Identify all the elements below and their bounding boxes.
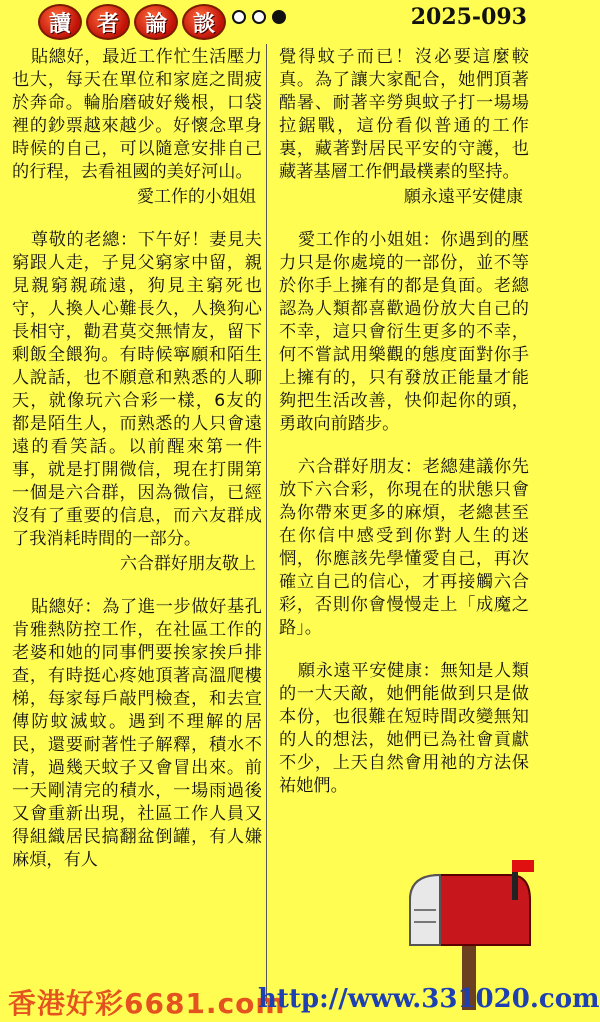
column-divider [266, 44, 267, 1004]
title-badge: 論 [134, 4, 178, 40]
editor-reply: 願永遠平安健康：無知是人類的一大天敵，她們能做到只是做本份，也很難在短時間改變無知的人的想法，她們已為社會貢獻不少，上天自然會用祂的方法保祐她們。 [279, 661, 529, 796]
site-url-link[interactable]: http://www.331020.com [258, 984, 600, 1014]
site-watermark: 香港好彩6681.com [8, 987, 286, 1020]
footer [0, 978, 600, 1020]
title-badge: 談 [182, 4, 226, 40]
left-column [12, 46, 262, 872]
reader-letter: 貼總好：為了進一步做好基孔肯雅熱防控工作，在社區工作的老婆和她的同事們要挨家挨戶排查，有時挺心疼她頂著高溫爬樓梯，每家每戶敲門檢查，和去宣傳防蚊滅蚊。遇到不理解的居民，還要耐著性子解釋，積水不清，過幾天蚊子又會冒出來。前一天剛清完的積水，一場雨過後又會重新出現，社區工作人員又得組織居民搞翻盆倒罐，有人嫌麻煩，有人 [12, 597, 262, 870]
page-indicator-dots [232, 10, 286, 24]
letter-signature: 愛工作的小姐姐 [137, 187, 256, 207]
dot-filled-icon [272, 10, 286, 24]
right-column [279, 46, 529, 798]
reader-letter: 尊敬的老總：下午好！妻見夫窮跟人走，子見父窮家中留，親見親窮親疏遠，狗見主窮死也守，人換人心難長久，人換狗心長相守，勸君莫交無情友，留下剩飯全餵狗。有時候寧願和陌生人說話，也不願意和熟悉的人聊天，就像玩六合彩一樣，6友的都是陌生人，而熟悉的人只會遠遠的看笑話。以前醒來第一件事，就是打開微信，現在打開第一個是六合群，因為微信，已經沒有了重要的信息，而六友群成了我消耗時間的一部分。 [12, 230, 262, 549]
dot-empty-icon [232, 10, 246, 24]
letter-signature: 六合群好朋友敬上 [120, 554, 256, 574]
letter-continuation: 覺得蚊子而已！沒必要這麼較真。為了讓大家配合，她們頂著酷暑、耐著辛勞與蚊子打一場場拉鋸戰，這份看似普通的工作裏，藏著對居民平安的守護，也藏著基層工作們最樸素的堅持。 [279, 47, 529, 182]
section-title-badges [38, 4, 226, 40]
title-badge: 讀 [38, 4, 82, 40]
header [0, 0, 545, 40]
editor-reply: 六合群好朋友：老總建議你先放下六合彩，你現在的狀態只會為你帶來更多的麻煩，老總甚至在你信中感受到你對人生的迷惘，你應該先學懂愛自己，再次確立自己的信心，才再接觸六合彩，否則你會慢慢走上「成魔之路」。 [279, 457, 529, 638]
letter-signature: 願永遠平安健康 [404, 187, 523, 207]
reader-letter: 貼總好，最近工作忙生活壓力也大，每天在單位和家庭之間疲於奔命。輪胎磨破好幾根，口袋裡的鈔票越來越少。好懷念單身時候的自己，可以隨意安排自己的行程，去看祖國的美好河山。 [12, 47, 262, 182]
dot-empty-icon [252, 10, 266, 24]
title-badge: 者 [86, 4, 130, 40]
issue-number: 2025-093 [410, 4, 527, 30]
editor-reply: 愛工作的小姐姐：你遇到的壓力只是你處境的一部份，並不等於你手上擁有的都是負面。老總認為人類都喜歡過份放大自己的不幸，這只會衍生更多的不幸，何不嘗試用樂觀的態度面對你手上擁有的，只有發放正能量才能夠把生活改善，快仰起你的頭，勇敢向前踏步。 [279, 230, 529, 434]
